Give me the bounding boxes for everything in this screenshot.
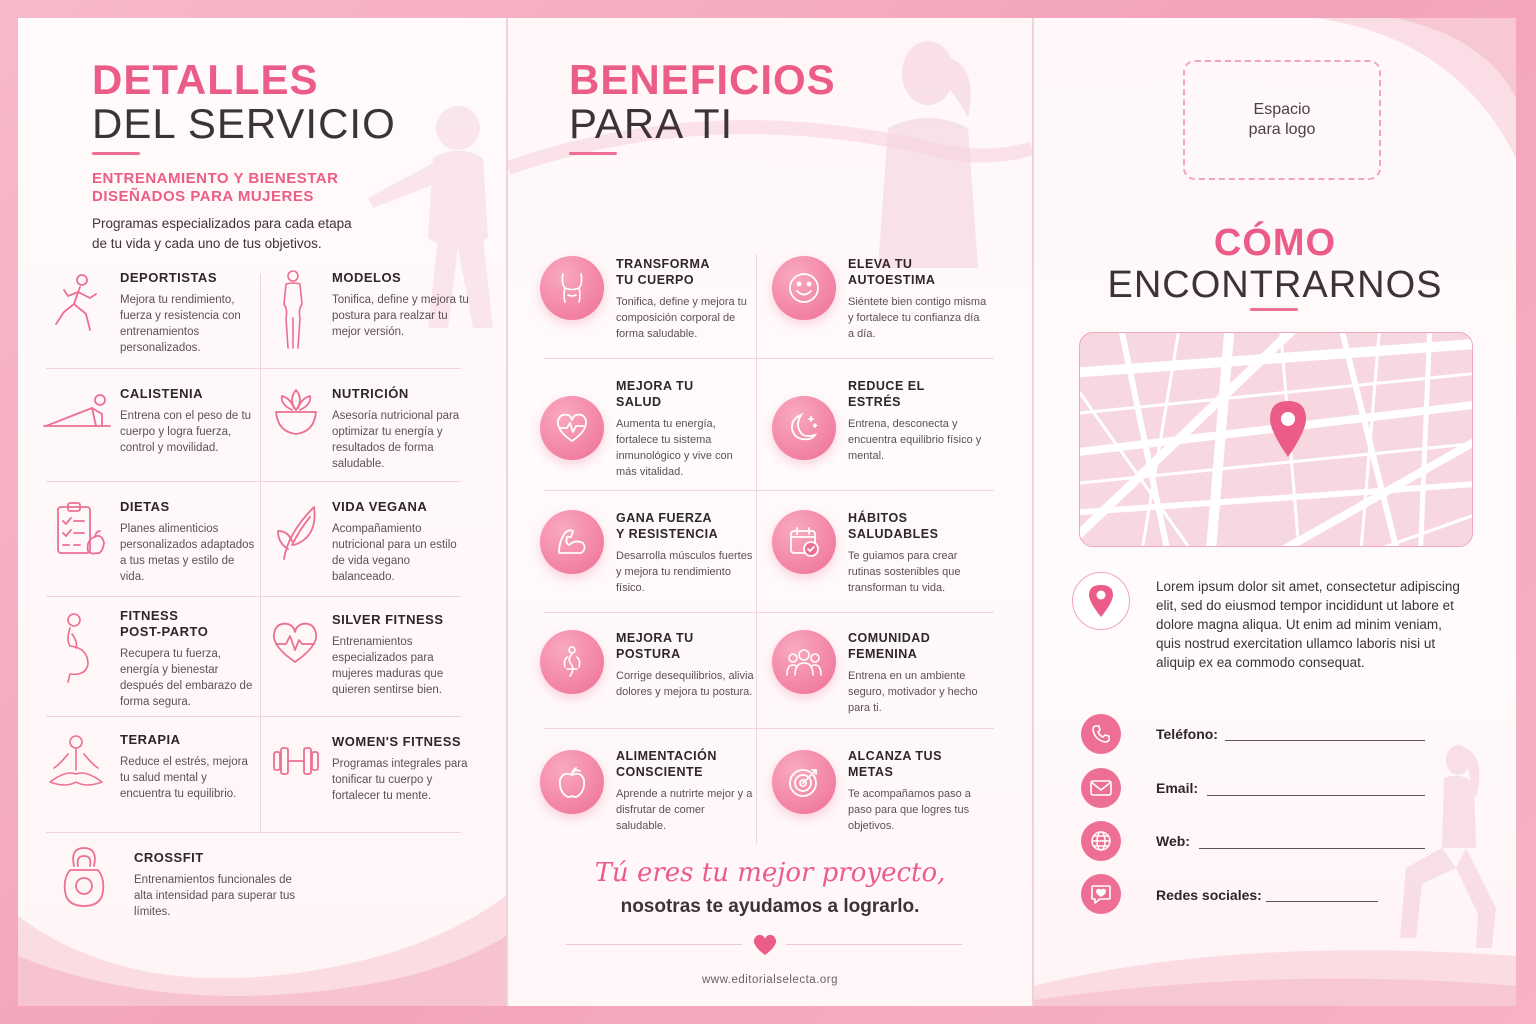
torso-icon: [540, 256, 604, 320]
heart-pulse-icon: [540, 396, 604, 460]
decorative-wave-bottom: [1034, 916, 1516, 1006]
panel-contact: [1034, 18, 1516, 1006]
quote-bold: nosotras te ayudamos a lograrlo.: [620, 896, 920, 917]
grid-divider: [46, 596, 461, 597]
benefit-gana-fuerza: GANA FUERZA Y RESISTENCIA Desarrolla músculos fuertes y mejora tu rendimiento físico.: [540, 510, 756, 606]
posture-icon: [540, 630, 604, 694]
benefit-mejora-salud: MEJORA TU SALUD Aumenta tu energía, fortalece tu sistema inmunológico y vive con más vitalidad.: [540, 378, 756, 488]
phone-field[interactable]: [1225, 740, 1425, 741]
web-label: Web:: [1156, 833, 1190, 849]
body-silhouette-icon: [278, 270, 308, 350]
globe-icon: [1081, 821, 1121, 861]
grid-divider: [46, 481, 461, 482]
moon-icon: [772, 396, 836, 460]
calendar-check-icon: [772, 510, 836, 574]
envelope-icon: [1081, 768, 1121, 808]
pushup-icon: [42, 390, 112, 434]
heart-icon: [752, 934, 778, 956]
benefit-mejora-postura: MEJORA TU POSTURA Corrige desequilibrios, alivia dolores y mejora tu postura.: [540, 630, 756, 726]
grid-divider: [544, 490, 994, 491]
checklist-apple-icon: [54, 501, 108, 561]
section-title: CÓMO ENCONTRARNOS: [1107, 222, 1443, 306]
target-icon: [772, 750, 836, 814]
smile-icon: [772, 256, 836, 320]
location-map[interactable]: [1079, 332, 1473, 547]
map-pin-icon: [1268, 399, 1308, 459]
meditation-icon: [46, 734, 106, 790]
grid-divider: [756, 254, 757, 844]
pregnant-icon: [58, 612, 98, 684]
benefit-alimentacion-consciente: ALIMENTACIÓN CONSCIENTE Aprende a nutrirte mejor y a disfrutar de comer saludable.: [540, 748, 756, 844]
page-title: DETALLES DEL SERVICIO: [92, 56, 396, 147]
location-pin-icon: [1088, 584, 1114, 618]
decorative-wave: [18, 876, 506, 1006]
runner-icon: [50, 272, 104, 336]
community-icon: [772, 630, 836, 694]
logo-placeholder: Espacio para logo: [1183, 60, 1381, 180]
divider-line: [786, 944, 962, 945]
leaf-icon: [274, 503, 320, 561]
bicep-icon: [540, 510, 604, 574]
benefit-habitos-saludables: HÁBITOS SALUDABLES Te guiamos para crear rutinas sostenibles que transforman tu vida.: [772, 510, 988, 606]
grid-divider: [46, 368, 461, 369]
title-underline: [569, 152, 617, 155]
phone-label: Teléfono:: [1156, 726, 1218, 742]
apple-icon: [540, 750, 604, 814]
intro-text: Programas especializados para cada etapa de tu vida y cada uno de tus objetivos.: [92, 216, 352, 251]
benefit-comunidad-femenina: COMUNIDAD FEMENINA Entrena en un ambiente seguro, motivador y hecho para ti.: [772, 630, 988, 726]
heartbeat-icon: [270, 620, 320, 666]
bowl-icon: [272, 388, 320, 438]
benefit-alcanza-metas: ALCANZA TUS METAS Te acompañamos paso a paso para que logres tus objetivos.: [772, 748, 988, 844]
email-field[interactable]: [1207, 795, 1425, 796]
grid-divider: [46, 716, 461, 717]
social-field[interactable]: [1266, 901, 1378, 902]
quote-script: Tú eres tu mejor proyecto,: [594, 858, 946, 888]
phone-icon: [1081, 714, 1121, 754]
grid-divider: [260, 274, 261, 832]
subtitle: ENTRENAMIENTO Y BIENESTAR DISEÑADOS PARA MUJERES: [92, 170, 339, 205]
grid-divider: [544, 728, 994, 729]
benefit-transforma-cuerpo: TRANSFORMA TU CUERPO Tonifica, define y mejora tu composición corporal de forma saludable.: [540, 256, 756, 346]
email-label: Email:: [1156, 780, 1199, 796]
panel-service-details: DETALLES DEL SERVICIO ENTRENAMIENTO Y BIENESTAR DISEÑADOS PARA MUJERES Programas especializados para cada etapa de tu vida y cada uno de tus objetivos. DEPORTISTAS Mejora tu rendimiento, fuerza y resistencia con entrenamientos personalizados. MODELOS Tonifica, define y mejora tu postura para realzar tu mejor versión. CALISTENIA Entrena con el peso de tu cuerpo y logra fuerza, control y movilidad. NUTRICIÓN Asesoría nutricional para optimizar tu energía y resultados de forma saludable. DIETAS Planes alimenticios personalizados adaptados a tus metas y estilo de vida. VIDA VEGANA Acompañamiento nutricional para un estilo de vida vegano balanceado. FITNESS POST-PARTO Recupera tu fuerza, energía y bienestar después del embarazo de forma segura. SILVER FITNESS Entrenamientos especializados para mujeres maduras que quieren sentirse bien. TERAPIA Reduce el estrés, mejora tu salud mental y encuentra tu equilibrio. WOMEN'S FITNESS Programas integrales para tonificar tu cuerpo y fortalecer tu mente. CROSSFIT Entrenamientos funcionales de alta intensidad para superar tus límites.: [18, 18, 506, 1006]
panel-benefits: [508, 18, 1032, 1006]
grid-divider: [544, 612, 994, 613]
address-text: Lorem ipsum dolor sit amet, consectetur adipiscing elit, sed do eiusmod tempor incididunt ut labore et dolore magna aliqua. Ut enim ad minim veniam, quis nostrud exercitation ullamco laboris nisi ut aliquip ex ea commodo consequat.: [1156, 579, 1460, 670]
title-underline: [1250, 308, 1298, 311]
divider-line: [566, 944, 742, 945]
social-label: Redes sociales:: [1156, 887, 1262, 903]
chat-heart-icon: [1081, 874, 1121, 914]
website-link[interactable]: www.editorialselecta.org: [701, 974, 838, 986]
grid-divider: [544, 358, 994, 359]
grid-divider: [46, 832, 461, 833]
benefit-eleva-autoestima: ELEVA TU AUTOESTIMA Siéntete bien contigo misma y fortalece tu confianza día a día.: [772, 256, 988, 346]
page-title: BENEFICIOS PARA TI: [569, 56, 836, 147]
address-pin-badge: [1072, 572, 1130, 630]
title-underline: [92, 152, 140, 155]
benefit-reduce-estres: REDUCE EL ESTRÉS Entrena, desconecta y encuentra equilibrio físico y mental.: [772, 378, 988, 488]
web-field[interactable]: [1199, 848, 1425, 849]
dumbbell-icon: [272, 746, 320, 776]
